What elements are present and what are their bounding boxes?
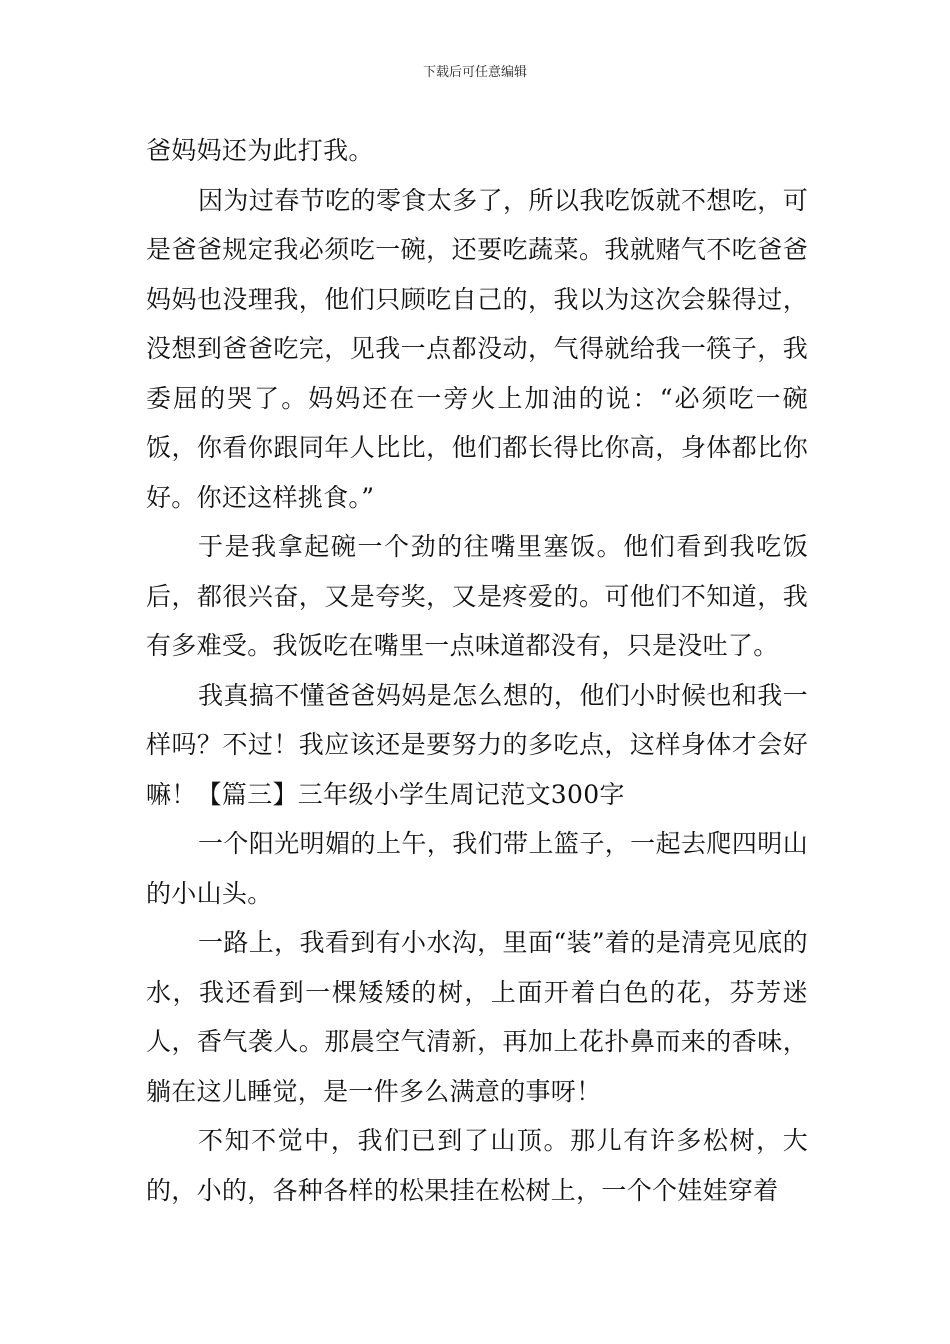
document-body bbox=[146, 126, 808, 1215]
paragraph-3: 于是我拿起碗一个劲的往嘴里塞饭。他们看到我吃饭后，都很兴奋，又是夸奖，又是疼爱的。可他们不知道，我有多难受。我饭吃在嘴里一点味道都没有，只是没吐了。 bbox=[146, 532, 808, 660]
paragraph-6: 一路上，我看到有小水沟，里面“装”着的是清亮见底的水，我还看到一棵矮矮的树，上面开着白色的花，芬芳迷人，香气袭人。那晨空气清新，再加上花扑鼻而来的香味，躺在这儿睡觉，是一件多么满意的事呀！ bbox=[146, 928, 808, 1106]
page-header: 下载后可任意编辑 bbox=[422, 65, 527, 80]
paragraph-2: 因为过春节吃的零食太多了，所以我吃饭就不想吃，可是爸爸规定我必须吃一碗，还要吃蔬菜。我就赌气不吃爸爸妈妈也没理我，他们只顾吃自己的，我以为这次会躲得过，没想到爸爸吃完，见我一点都没动，气得就给我一筷子，我委屈的哭了。妈妈还在一旁火上加油的说：“必须吃一碗饭，你看你跟同年人比比，他们都长得比你高，身体都比你好。你还这样挑食。” bbox=[146, 185, 808, 512]
paragraph-4: 我真搞不懂爸爸妈妈是怎么想的，他们小时候也和我一样吗？不过！我应该还是要努力的多吃点，这样身体才会好嘛！【篇三】三年级小学生周记范文300字 bbox=[146, 680, 808, 809]
paragraph-1: 爸妈妈还为此打我。 bbox=[146, 136, 374, 165]
paragraph-7: 不知不觉中，我们已到了山顶。那儿有许多松树，大的，小的，各种各样的松果挂在松树上，一个个娃娃穿着 bbox=[146, 1126, 808, 1205]
paragraph-5: 一个阳光明媚的上午，我们带上篮子，一起去爬四明山的小山头。 bbox=[146, 829, 808, 908]
